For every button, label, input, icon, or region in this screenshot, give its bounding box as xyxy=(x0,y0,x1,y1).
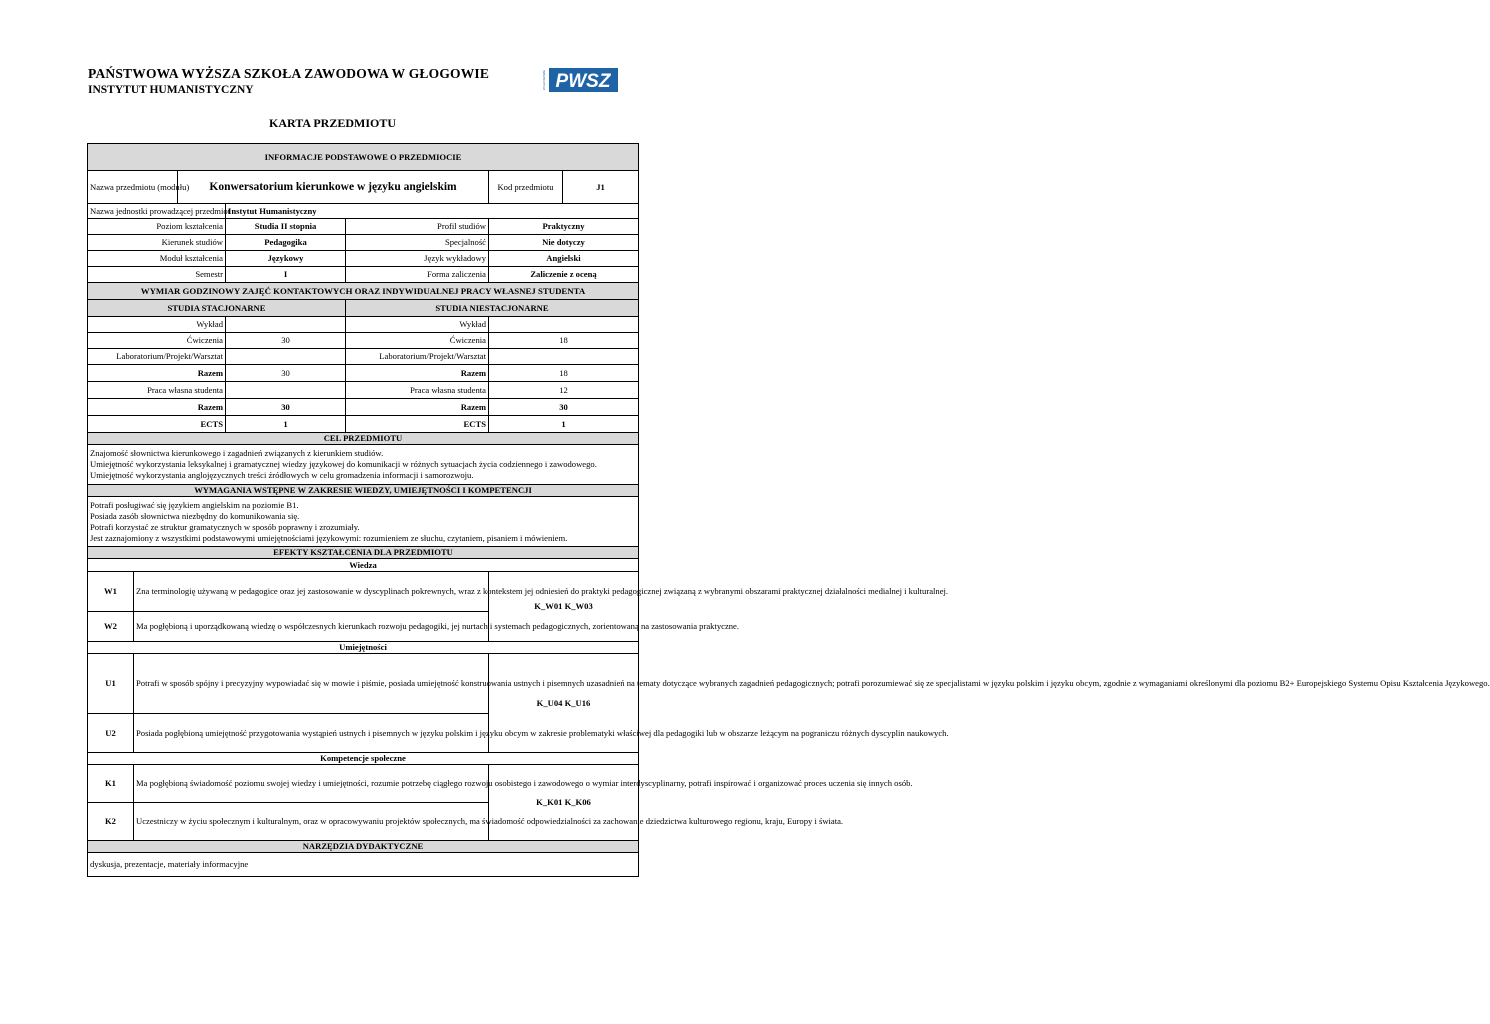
stationary-hours-label: Praca własna studenta xyxy=(88,382,226,399)
prereq-heading: WYMAGANIA WSTĘPNE W ZAKRESIE WIEDZY, UMIEJĘTNOŚCI I KOMPETENCJI xyxy=(88,485,639,497)
goal-line: Umiejętność wykorzystania anglojęzycznych treści źródłowych w celu gromadzenia informacji i samorozwoju. xyxy=(90,470,474,480)
info-value-2: Praktyczny xyxy=(489,219,639,235)
nonstationary-hours-value: 1 xyxy=(489,416,639,433)
tools-heading: NARZĘDZIA DYDAKTYCZNE xyxy=(88,841,639,853)
hours-row xyxy=(88,382,639,399)
course-name-label: Nazwa przedmiotu (modułu) xyxy=(88,171,178,204)
unit-value: Instytut Humanistyczny xyxy=(226,204,639,219)
nonstationary-hours-value xyxy=(489,317,639,333)
info-value-2: Angielski xyxy=(489,251,639,267)
knowledge-heading: Wiedza xyxy=(88,559,639,572)
info-label-2: Profil studiów xyxy=(346,219,489,235)
prereq-text xyxy=(88,497,639,547)
stationary-hours-label: Laboratorium/Projekt/Warsztat xyxy=(88,349,226,365)
info-label-1: Poziom kształcenia xyxy=(88,219,226,235)
nonstationary-hours-label: Razem xyxy=(346,399,489,416)
outcome-text: Uczestniczy w życiu społecznym i kulturalnym, oraz w opracowywaniu projektów społecznych, ma świadomość odpowiedzialności za zachowanie dziedzictwa kulturowego regionu, kraju, Europy i świata. xyxy=(134,803,489,841)
outcome-code: U2 xyxy=(88,714,134,753)
hours-row xyxy=(88,416,639,433)
hours-row xyxy=(88,317,639,333)
stationary-hours-value: 30 xyxy=(226,333,346,349)
info-value-1: Studia II stopnia xyxy=(226,219,346,235)
prereq-line: Potrafi posługiwać się językiem angielskim na poziomie B1. xyxy=(90,499,299,510)
info-value-1: I xyxy=(226,267,346,283)
nonstationary-hours-value: 18 xyxy=(489,333,639,349)
outcome-row xyxy=(88,765,639,803)
goal-body-row xyxy=(88,445,639,485)
info-value-1: Pedagogika xyxy=(226,235,346,251)
unit-row xyxy=(88,204,639,219)
institute-name: INSTYTUT HUMANISTYCZNY xyxy=(88,84,254,96)
nonstationary-hours-value: 12 xyxy=(489,382,639,399)
university-name: PAŃSTWOWA WYŻSZA SZKOŁA ZAWODOWA W GŁOGOWIE xyxy=(88,66,490,81)
prereq-header-row xyxy=(88,485,639,497)
nonstationary-hours-label: Laboratorium/Projekt/Warsztat xyxy=(346,349,489,365)
pwsz-logo xyxy=(538,68,618,92)
outcome-code: U1 xyxy=(88,654,134,714)
outcome-code: K2 xyxy=(88,803,134,841)
info-value-1: Językowy xyxy=(226,251,346,267)
skills-header-row xyxy=(88,642,639,654)
prereq-body-row xyxy=(88,497,639,547)
goal-line: Umiejętność wykorzystania leksykalnej i gramatycznej wiedzy językowej do komunikacji w różnych sytuacjach życia codziennego i zawodowego. xyxy=(90,459,597,469)
nonstationary-heading: STUDIA NIESTACJONARNE xyxy=(346,300,639,317)
nonstationary-hours-value xyxy=(489,349,639,365)
info-value-2: Zaliczenie z oceną xyxy=(489,267,639,283)
outcome-code: W1 xyxy=(88,572,134,612)
prereq-line: Posiada zasób słownictwa niezbędny do komunikowania się. xyxy=(90,510,300,521)
nonstationary-hours-label: Wykład xyxy=(346,317,489,333)
info-label-2: Język wykładowy xyxy=(346,251,489,267)
stationary-hours-label: ECTS xyxy=(88,416,226,433)
nonstationary-hours-value: 30 xyxy=(489,399,639,416)
hours-header-row xyxy=(88,283,639,300)
unit-label: Nazwa jednostki prowadzącej przedmiot xyxy=(88,204,226,219)
info-row xyxy=(88,251,639,267)
stationary-hours-label: Razem xyxy=(88,365,226,382)
outcome-row xyxy=(88,654,639,714)
nonstationary-hours-label: Praca własna studenta xyxy=(346,382,489,399)
outcome-code: W2 xyxy=(88,612,134,642)
stationary-hours-value: 1 xyxy=(226,416,346,433)
stationary-hours-label: Wykład xyxy=(88,317,226,333)
tools-header-row xyxy=(88,841,639,853)
hours-row xyxy=(88,349,639,365)
outcome-code: K1 xyxy=(88,765,134,803)
hours-row xyxy=(88,333,639,349)
info-row xyxy=(88,267,639,283)
goal-line: Znajomość słownictwa kierunkowego i zagadnień związanych z kierunkiem studiów. xyxy=(90,448,384,458)
tools-text: dyskusja, prezentacje, materiały informacyjne xyxy=(88,853,639,877)
info-value-2: Nie dotyczy xyxy=(489,235,639,251)
stationary-hours-value: 30 xyxy=(226,365,346,382)
card-title: KARTA PRZEDMIOTU xyxy=(268,116,397,130)
prereq-line: Jest zaznajomiony z wszystkimi podstawowymi umiejętnościami językowymi: rozumieniem ze słuchu, czytaniem, pisaniem i mówieniem. xyxy=(90,532,568,543)
info-row xyxy=(88,235,639,251)
goal-heading: CEL PRZEDMIOTU xyxy=(88,433,639,445)
card-title-wrap xyxy=(0,116,725,131)
outcomes-heading: EFEKTY KSZTAŁCENIA DLA PRZEDMIOTU xyxy=(88,547,639,559)
study-mode-row xyxy=(88,300,639,317)
info-label-1: Moduł kształcenia xyxy=(88,251,226,267)
info-label-1: Kierunek studiów xyxy=(88,235,226,251)
outcome-text: Zna terminologię używaną w pedagogice oraz jej zastosowanie w dyscyplinach pokrewnych, wraz z kontekstem jej odniesień do praktyki pedagogicznej związaną z wybranymi obszarami praktycznej działalności medialnej i kulturalnej. xyxy=(134,572,489,612)
course-code-label: Kod przedmiotu xyxy=(489,171,563,204)
logo-side-text: W GŁOGOWIE xyxy=(542,69,546,91)
stationary-hours-value: 30 xyxy=(226,399,346,416)
outcome-text: Potrafi w sposób spójny i precyzyjny wypowiadać się w mowie i piśmie, posiada umiejętność konstruowania ustnych i pisemnych uzasadnień na tematy dotyczące wybranych zagadnień pedagogicznych; potrafi porozumiewać się ze specjalistami w języku polskim i języku obcym, zgodnie z wymaganiami określonymi dla poziomu B2+ Europejskiego Systemu Opisu Kształcenia Językowego. xyxy=(134,654,489,714)
course-card-table xyxy=(87,143,1490,877)
stationary-hours-label: Ćwiczenia xyxy=(88,333,226,349)
nonstationary-hours-label: ECTS xyxy=(346,416,489,433)
goal-text xyxy=(88,445,639,485)
course-code-value: J1 xyxy=(563,171,639,204)
competences-header-row xyxy=(88,753,639,765)
tools-body-row xyxy=(88,853,639,877)
stationary-hours-label: Razem xyxy=(88,399,226,416)
course-name-value: Konwersatorium kierunkowe w języku angielskim xyxy=(178,171,489,204)
logo-text: PWSZ xyxy=(555,71,611,92)
outcome-text: Posiada pogłębioną umiejętność przygotowania wystąpień ustnych i pisemnych w języku polskim i języku obcym w zakresie problematyki właściwej dla pedagogiki lub w obszarze leżącym na pograniczu różnych dyscyplin naukowych. xyxy=(134,714,489,753)
info-row xyxy=(88,219,639,235)
basic-info-heading: INFORMACJE PODSTAWOWE O PRZEDMIOCIE xyxy=(88,144,639,171)
competences-refs: K_K01 K_K06 xyxy=(489,765,639,841)
knowledge-header-row xyxy=(88,559,639,572)
outcomes-header-row xyxy=(88,547,639,559)
hours-row xyxy=(88,399,639,416)
competences-heading: Kompetencje społeczne xyxy=(88,753,639,765)
outcome-row xyxy=(88,572,639,612)
knowledge-refs: K_W01 K_W03 xyxy=(489,572,639,642)
stationary-hours-value xyxy=(226,349,346,365)
stationary-heading: STUDIA STACJONARNE xyxy=(88,300,346,317)
info-label-2: Forma zaliczenia xyxy=(346,267,489,283)
outcome-text: Ma pogłębioną świadomość poziomu swojej wiedzy i umiejętności, rozumie potrzebę ciągłego rozwoju osobistego i zawodowego o wymiar interdyscyplinarny, potrafi inspirować i organizować proces uczenia się innych osób. xyxy=(134,765,489,803)
outcome-text: Ma pogłębioną i uporządkowaną wiedzę o współczesnych kierunkach rozwoju pedagogiki, jej nurtach i systemach pedagogicznych, zorientowaną na zastosowania praktyczne. xyxy=(134,612,489,642)
basic-info-header-row xyxy=(88,144,639,171)
nonstationary-hours-label: Razem xyxy=(346,365,489,382)
skills-heading: Umiejętności xyxy=(88,642,639,654)
prereq-line: Potrafi korzystać ze struktur gramatycznych w sposób poprawny i zrozumiały. xyxy=(90,521,360,532)
nonstationary-hours-value: 18 xyxy=(489,365,639,382)
skills-refs: K_U04 K_U16 xyxy=(489,654,639,753)
stationary-hours-value xyxy=(226,317,346,333)
hours-heading: WYMIAR GODZINOWY ZAJĘĆ KONTAKTOWYCH ORAZ INDYWIDUALNEJ PRACY WŁASNEJ STUDENTA xyxy=(88,283,639,300)
info-label-1: Semestr xyxy=(88,267,226,283)
goal-header-row xyxy=(88,433,639,445)
course-name-row xyxy=(88,171,639,204)
stationary-hours-value xyxy=(226,382,346,399)
hours-row xyxy=(88,365,639,382)
info-label-2: Specjalność xyxy=(346,235,489,251)
nonstationary-hours-label: Ćwiczenia xyxy=(346,333,489,349)
